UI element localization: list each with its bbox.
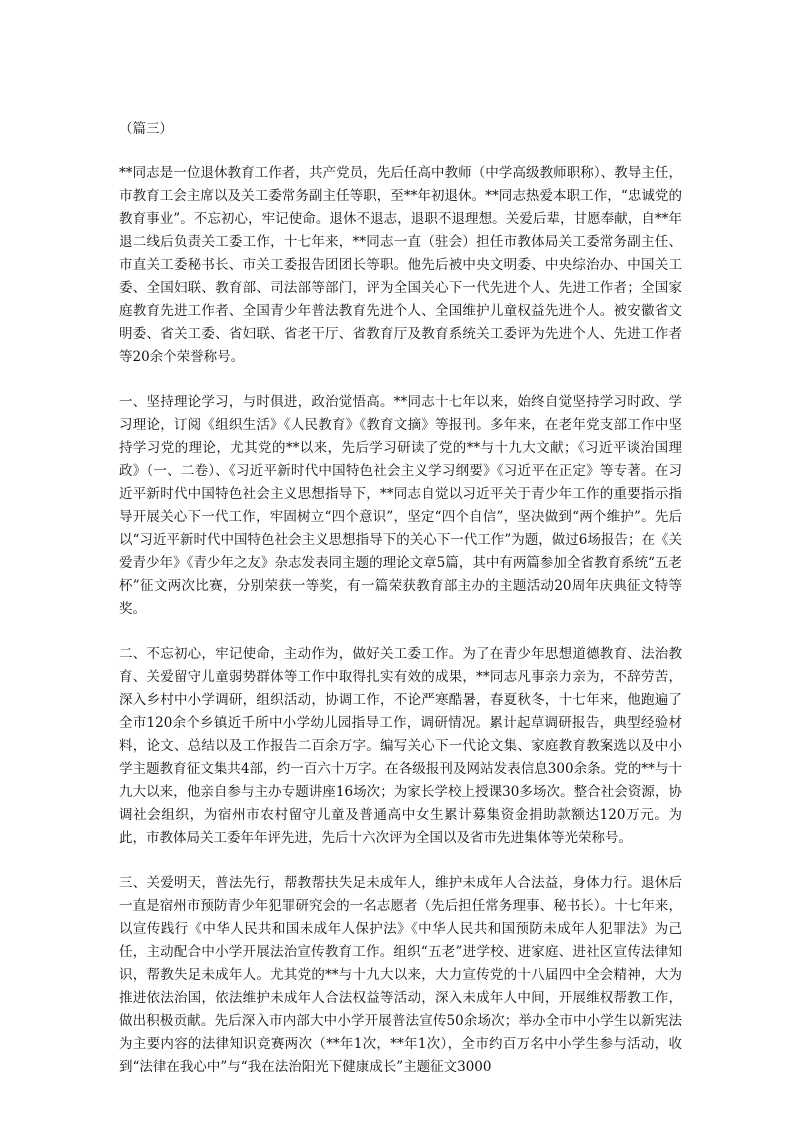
paragraph-theory-study: 一、坚持理论学习，与时俱进，政治觉悟高。**同志十七年以来，始终自觉坚持学习时政、学习理论，订阅《组织生活》《人民教育》《教育文摘》等报刊。多年来，在老年党支部工作中坚持学习党的理论，尤其党的**以来，先后学习研读了党的**与十九大文献；《习近平谈治国理政》（一、二卷）、《习近平新时代中国特色社会主义学习纲要》《习近平在正定》等专著。在习近平新时代中国特色社会主义思想指导下，**同志自觉以习近平关于青少年工作的重要指示指导开展关心下一代工作，牢固树立“四个意识”，坚定“四个自信”，坚决做到“两个维护”。先后以“习近平新时代中国特色社会主义思想指导下的关心下一代工作”为题，做过6场报告；在《关爱青少年》《青少年之友》杂志发表同主题的理论文章5篇，其中有两篇参加全省教育系统“五老杯”征文两次比赛，分别荣获一等奖，有一篇荣获教育部主办的主题活动20周年庆典征文特等奖。 (119, 394, 682, 617)
document-body (119, 118, 682, 1079)
paragraph-legal-education: 三、关爱明天，普法先行，帮教帮扶失足未成年人，维护未成年人合法益，身体力行。退休后一直是宿州市预防青少年犯罪研究会的一名志愿者（先后担任常务理事、秘书长）。十七年来，以宣传践行《中华人民共和国未成年人保护法》《中华人民共和国预防未成年人犯罪法》为己任，主动配合中小学开展法治宣传教育工作。组织“五老”进学校、进家庭、进社区宣传法律知识，帮教失足未成年人。尤其党的**与十九大以来，大力宣传党的十八届四中全会精神，大为推进依法治国，依法维护未成年人合法权益等活动，深入未成年人中间，开展维权帮教工作，做出积极贡献。先后深入市内部大中小学开展普法宣传50余场次；举办全市中小学生以新宪法为主要内容的法律知识竞赛两次（**年1次，**年1次），全市约百万名中小学生参与活动，收到“法律在我心中”与“我在法治阳光下健康成长”主题征文3000 (119, 875, 682, 1075)
section-heading: （篇三） (119, 121, 173, 137)
paragraph-committee-work: 二、不忘初心，牢记使命，主动作为，做好关工委工作。为了在青少年思想道德教育、法治教育、关爱留守儿童弱势群体等工作中取得扎实有效的成果，**同志凡事亲力亲为，不辞劳苦，深入乡村中小学调研，组织活动，协调工作，不论严寒酷暑，春夏秋冬，十七年来，他跑遍了全市120余个乡镇近千所中小学幼儿园指导工作，调研情况。累计起草调研报告，典型经验材料，论文、总结以及工作报告二百余万字。编写关心下一代论文集、家庭教育教案选以及中小学主题教育征文集共4部，约一百六十万字。在各级报刊及网站发表信息300余条。党的**与十九大以来，他亲自参与主办专题讲座16场次；为家长学校上授课30多场次。整合社会资源，协调社会组织，为宿州市农村留守儿童及普通高中女生累计募集资金捐助款额达120万元。为此，市教体局关工委年年评先进，先后十六次评为全国以及省市先进集体等光荣称号。 (119, 646, 682, 846)
intro-paragraph: **同志是一位退休教育工作者，共产党员，先后任高中教师（中学高级教师职称）、教导主任，市教育工会主席以及关工委常务副主任等职，至**年初退休。**同志热爱本职工作，“忠诚党的教育事业”。不忘初心，牢记使命。退休不退志，退职不退理想。关爱后辈，甘愿奉献，自**年退二线后负责关工委工作，十七年来，**同志一直（驻会）担任市教体局关工委常务副主任、市直关工委秘书长、市关工委报告团团长等职。他先后被中央文明委、中央综治办、中国关工委、全国妇联、教育部、司法部等部门，评为全国关心下一代先进个人、先进工作者；全国家庭教育先进工作者、全国青少年普法教育先进个人、全国维护儿童权益先进个人。被安徽省文明委、省关工委、省妇联、省老干厅、省教育厅及教育系统关工委评为先进个人、先进工作者等20余个荣誉称号。 (119, 165, 682, 365)
